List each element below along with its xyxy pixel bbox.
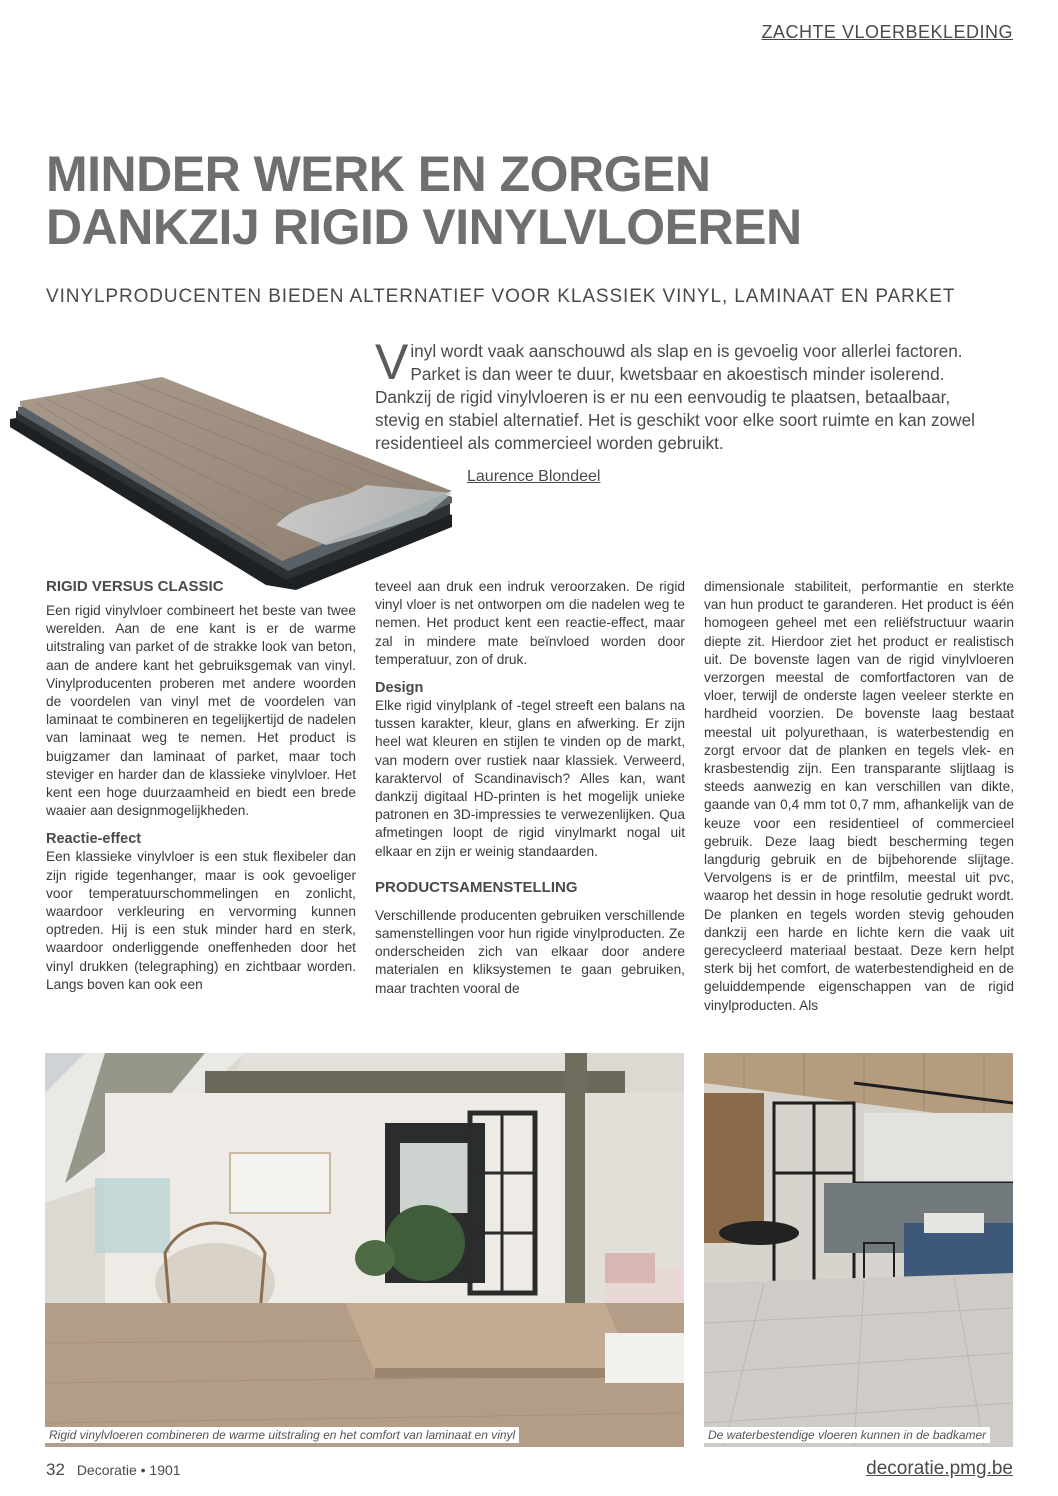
footer-issue — [46, 1460, 181, 1480]
title-line-2: DANKZIJ RIGID VINYLVLOEREN — [46, 199, 802, 255]
website-link[interactable]: decoratie.pmg.be — [866, 1458, 1013, 1479]
section-label: ZACHTE VLOERBEKLEDING — [761, 22, 1013, 42]
intro-text: inyl wordt vaak aanschouwd als slap en is gevoelig voor allerlei factoren. Parket is dan weer te duur, kwetsbaar en akoestisch minder isolerend. Dankzij de rigid vinylvloeren is er nu een eenvoudig te plaatsen, betaalbaar, stevig en stabiel alternatief. Het is geschikt voor elke soort ruimte en kan zowel residentieel als commercieel worden gebruikt. — [375, 341, 975, 453]
article-intro — [375, 334, 975, 455]
issue-label: Decoratie • 1901 — [76, 1462, 181, 1478]
subheading-design: Design — [375, 680, 424, 697]
paragraph: Een rigid vinylvloer combineert het beste van twee werelden. Aan de ene kant is er de warme uitstraling van parket of de strakke look van beton, aan de andere kant het gebruiksgemak van vinyl. Vinylproducenten proberen met andere woorden de voordelen van vinyl met de voordelen van laminaat te combineren en tegelijkertijd de nadelen van laminaat weg te nemen. Het product is buigzamer dan laminaat of parket, maar toch steviger en harder dan de klassieke vinylvloer. Het kent een hoge duurzaamheid en biedt een brede waaier aan designmogelijkheden. — [46, 603, 356, 819]
paragraph: dimensionale stabiliteit, performantie en sterkte van hun product te garanderen. Het product is één homogeen geheel met een reliëfstructuur waarin diepte zit. Hierdoor ziet het product er realistisch uit. De bovenste lagen van de rigid vinylvloeren verzorgen meestal de comfortfactoren van de vloer, terwijl de onderste lagen veeleer sterkte en hardheid voorzien. De bovenste laag bestaat meestal uit polyurethaan, is waterbestendig en zorgt ervoor dat de planken en tegels vlek- en krasbestendig zijn. Een transparante slijtlaag is steeds aanwezig en kan verschillen van dikte, gaande van 0,4 mm tot 0,7 mm, afhankelijk van de keuze voor een residentieel of commercieel gebruik. Deze laag biedt bescherming tegen langdurig gebruik en de bijbehorende slijtage. Vervolgens is er de printfilm, meestal uit pvc, waarop het dessin in hoge resolutie gedrukt wordt. De planken en tegels worden stevig gehouden dankzij een harde en lichte kern die vaak uit gerecycleerd materiaal bestaat. Deze kern helpt sterk bij het comfort, de waterbestendigheid en de geluiddempende eigenschappen van de rigid vinylproducten. Als — [704, 579, 1014, 1013]
title-line-1: MINDER WERK EN ZORGEN — [46, 146, 711, 202]
intro-dropcap: V — [375, 334, 409, 390]
article-subtitle: VINYLPRODUCENTEN BIEDEN ALTERNATIEF VOOR KLASSIEK VINYL, LAMINAAT EN PARKET — [46, 286, 956, 307]
author-byline: Laurence Blondeel — [467, 468, 601, 485]
text-column-1 — [46, 578, 356, 994]
paragraph: Een klassieke vinylvloer is een stuk flexibeler dan zijn rigide tegenhanger, maar is ook gevoeliger voor temperatuurschommelingen en zonlicht, waardoor verkleuring en vervorming kunnen optreden. Hij is een stuk minder hard en sterk, waardoor onderliggende oneffenheden door het vinyl drukken (telegraphing) en zichtbaar worden. Langs boven kan ook een — [46, 849, 356, 992]
paragraph: Elke rigid vinylplank of -tegel streeft een balans na tussen karakter, kleur, glans en afwerking. Er zijn heel wat kleuren en stijlen te vinden op de markt, van modern over rustiek naar klassiek. Verweerd, karaktervol of Scandinavisch? Alles kan, want dankzij digitaal HD-printen is het mogelijk unieke patronen en 3D-impressies te verwezenlijken. Qua afmetingen loopt de rigid vinylmarkt nogal uit elkaar en zijn er weinig standaarden. — [375, 698, 685, 859]
page-number: 32 — [46, 1460, 65, 1479]
photo-caption-2: De waterbestendige vloeren kunnen in de badkamer — [704, 1427, 990, 1443]
heading-rigid-versus-classic: RIGID VERSUS CLASSIC — [46, 578, 224, 595]
bedroom-bathroom-photo — [704, 1053, 1013, 1447]
paragraph: teveel aan druk een indruk veroorzaken. De rigid vinyl vloer is net ontworpen om die nadelen weg te nemen. Het product kent een reactie-effect, maar zal in mindere mate beïnvloed worden door temperatuur, zon of druk. — [375, 579, 685, 667]
text-column-3 — [704, 578, 1014, 1015]
heading-productsamenstelling: PRODUCTSAMENSTELLING — [375, 878, 578, 896]
photo-caption-1: Rigid vinylvloeren combineren de warme uitstraling en het comfort van laminaat en vinyl — [45, 1427, 519, 1443]
paragraph: Verschillende producenten gebruiken verschillende samenstellingen voor hun rigide vinylproducten. Ze onderscheiden zich van elkaar door andere materialen en kliksystemen te gaan gebruiken, maar trachten vooral de — [375, 907, 685, 996]
living-room-photo — [45, 1053, 684, 1447]
subheading-reactie-effect: Reactie-effect — [46, 831, 142, 848]
text-column-2 — [375, 578, 685, 998]
article-title — [46, 148, 946, 254]
